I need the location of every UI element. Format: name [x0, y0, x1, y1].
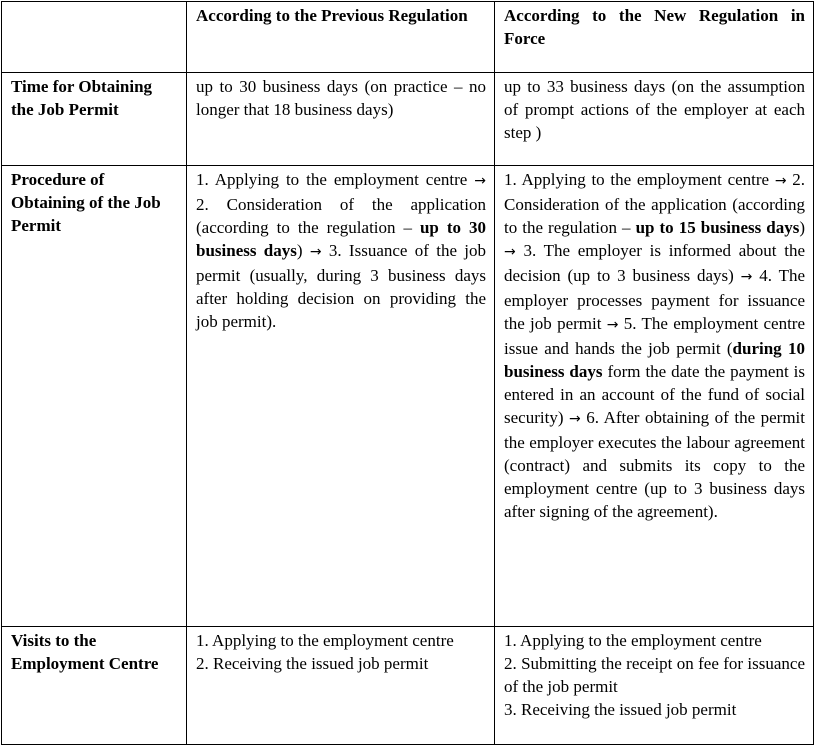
row-label-time: Time for Obtaining the Job Permit: [2, 73, 187, 166]
procedure-step-text: ): [296, 241, 303, 260]
arrow-right-icon: →: [309, 244, 322, 260]
table-row: [2, 627, 814, 745]
procedure-step-bold: during 10 business days: [504, 339, 805, 381]
arrow-right-icon: →: [740, 269, 753, 285]
procedure-previous: [187, 166, 495, 627]
procedure-step-text: form the date the payment is entered in an account of the fund of social security): [504, 362, 805, 427]
list-item: 2. Receiving the issued job permit: [196, 654, 429, 673]
header-previous-regulation: According to the Previous Regulation: [187, 2, 495, 73]
header-row: [2, 2, 814, 73]
procedure-step-text: 3. The employer is informed about the decision (up to 3 business days): [504, 241, 805, 285]
procedure-step-bold: up to 30 business days: [196, 218, 486, 260]
list-item: 1. Applying to the employment centre: [504, 631, 762, 650]
procedure-step-text: 1. Applying to the employment centre: [504, 170, 770, 189]
list-item: 2. Submitting the receipt on fee for issuance of the job permit: [504, 654, 805, 696]
arrow-right-icon: →: [606, 317, 619, 333]
comparison-table: [1, 1, 814, 745]
procedure-step-text: 5. The employment centre issue and hands the job permit (: [504, 314, 806, 358]
row-label-procedure: Procedure of Obtaining of the Job Permit: [2, 166, 187, 627]
visits-new: [495, 627, 814, 745]
corner-cell: [2, 2, 187, 73]
list-item: 1. Applying to the employment centre: [196, 631, 454, 650]
row-label-visits: Visits to the Employment Centre: [2, 627, 187, 745]
table-row: [2, 73, 814, 166]
procedure-step-text: 2. Consideration of the application (according to the regulation –: [196, 195, 486, 237]
arrow-right-icon: →: [474, 173, 487, 189]
table-row: [2, 166, 814, 627]
time-previous: up to 30 business days (on practice – no longer that 18 business days): [187, 73, 495, 166]
arrow-right-icon: →: [504, 244, 516, 260]
procedure-step-text: ): [799, 218, 805, 237]
list-item: 3. Receiving the issued job permit: [504, 700, 737, 719]
procedure-step-text: 2. Consideration of the application (according to the regulation –: [504, 170, 806, 237]
procedure-new: [495, 166, 814, 627]
visits-previous: [187, 627, 495, 745]
procedure-step-text: 1. Applying to the employment centre: [196, 170, 468, 189]
header-new-regulation: According to the New Regulation in Force: [495, 2, 814, 73]
procedure-step-bold: up to 15 business days: [635, 218, 800, 237]
arrow-right-icon: →: [569, 411, 581, 427]
arrow-right-icon: →: [774, 173, 787, 189]
procedure-step-text: 3. Issuance of the job permit (usually, during 3 business days after holding decision on providing the job permit).: [196, 241, 487, 331]
procedure-step-text: 4. The employer processes payment for issuance the job permit: [504, 266, 806, 333]
time-new: up to 33 business days (on the assumption of prompt actions of the employer at each step ): [495, 73, 814, 166]
procedure-step-text: 6. After obtaining of the permit the employer executes the labour agreement (contract) and submits its copy to the employment centre (up to 3 business days after signing of the agreement).: [504, 408, 806, 521]
